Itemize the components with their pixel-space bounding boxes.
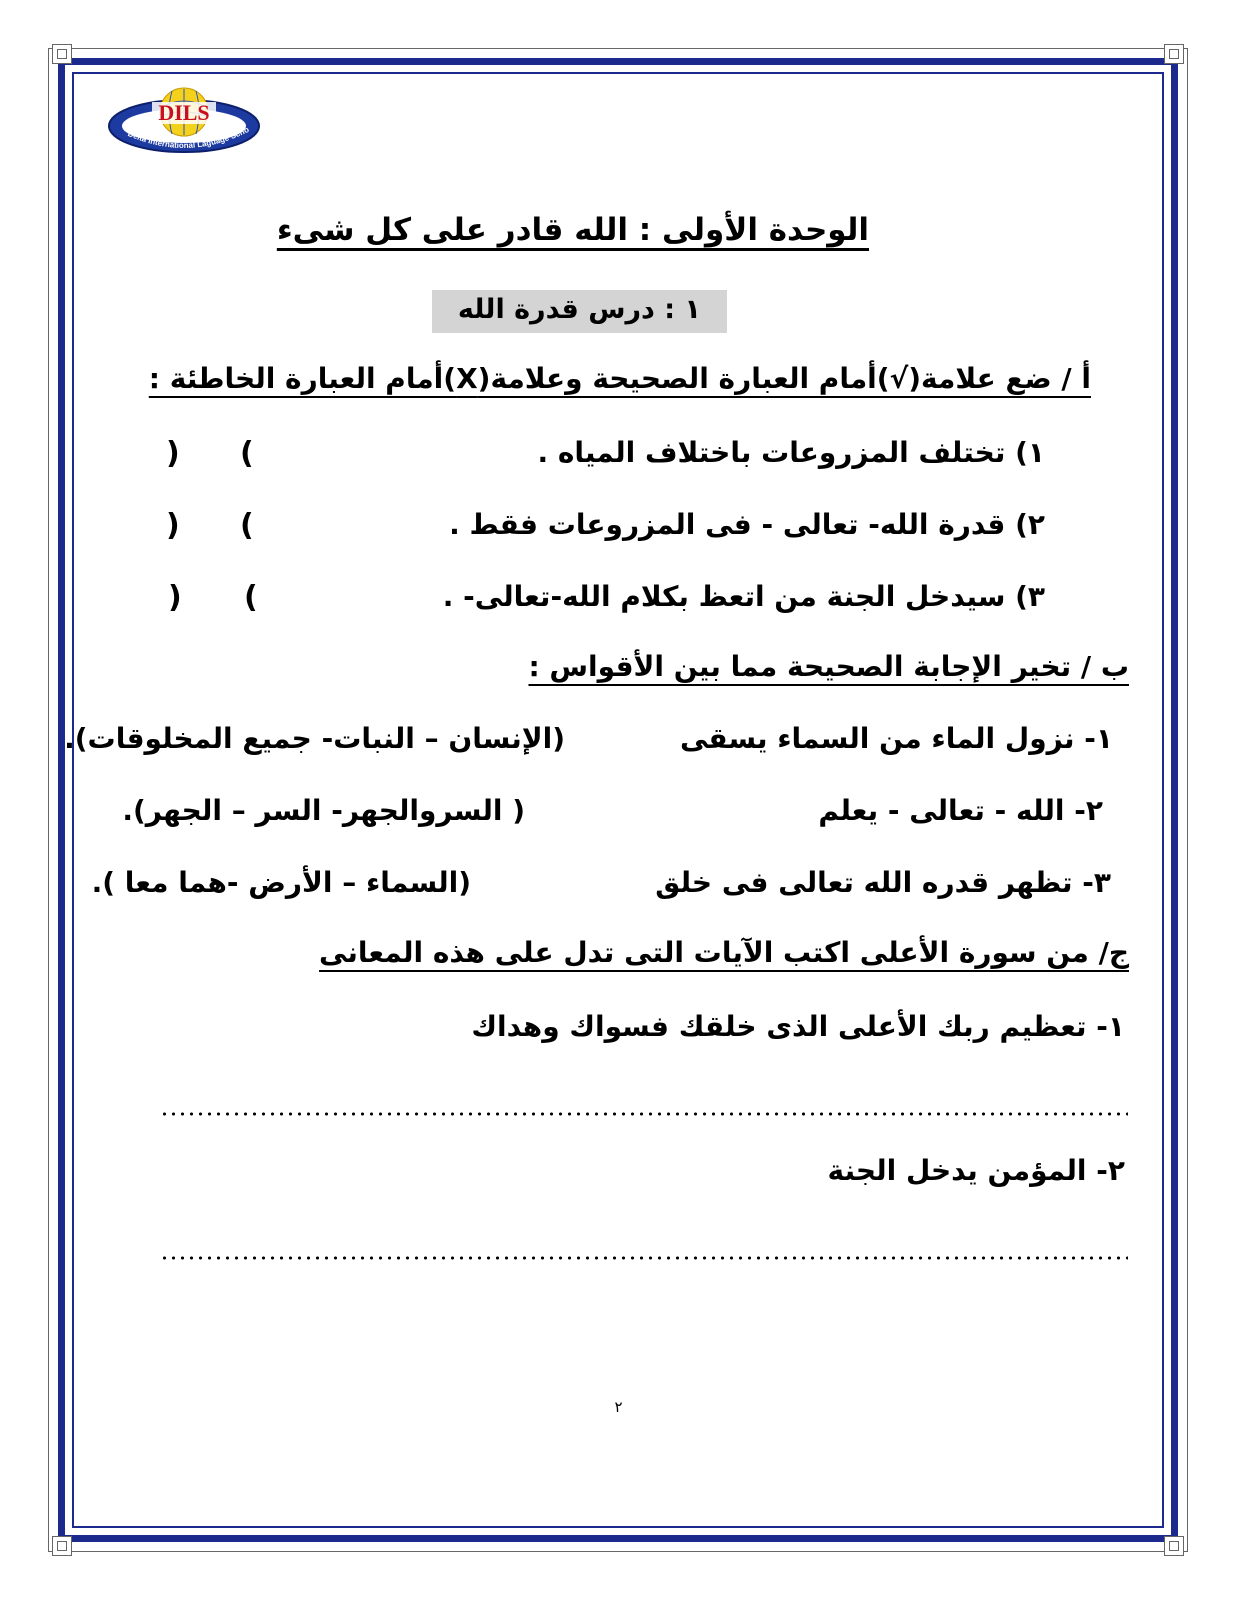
page-number: ٢ — [614, 1398, 623, 1416]
choice-options: (السماء – الأرض -هما معا ). — [91, 866, 471, 899]
unit-title: الوحدة الأولى : الله قادر على كل شىء — [276, 212, 869, 248]
answer-bracket: ( — [240, 436, 254, 471]
lesson-title: ١ : درس قدرة الله — [432, 290, 727, 333]
answer-bracket: ) — [166, 508, 180, 543]
answer-bracket: ( — [244, 580, 258, 615]
school-logo — [106, 86, 262, 158]
answer-line[interactable] — [160, 1112, 1128, 1116]
corner-ornament — [1164, 1536, 1184, 1556]
answer-line[interactable] — [160, 1256, 1128, 1260]
choice-options: ( السروالجهر- السر – الجهر). — [122, 794, 525, 827]
section-b-title: ب / تخير الإجابة الصحيحة مما بين الأقواس : — [528, 650, 1129, 683]
corner-ornament — [52, 1536, 72, 1556]
true-false-item: ٢) قدرة الله- تعالى - فى المزروعات فقط . — [449, 508, 1045, 541]
answer-bracket: ( — [240, 508, 254, 543]
choice-question: ١- نزول الماء من السماء يسقى — [679, 722, 1113, 755]
true-false-item: ٣) سيدخل الجنة من اتعظ بكلام الله-تعالى- . — [442, 580, 1045, 613]
choice-options: (الإنسان – النبات- جميع المخلوقات). — [64, 722, 565, 755]
answer-bracket: ) — [166, 436, 180, 471]
answer-bracket: ) — [168, 580, 182, 615]
verse-meaning-item: ١- تعظيم ربك الأعلى الذى خلقك فسواك وهداك — [471, 1010, 1125, 1043]
section-a-title: أ / ضع علامة(√)أمام العبارة الصحيحة وعلامة(X)أمام العبارة الخاطئة : — [148, 362, 1091, 395]
section-c-title: ج/ من سورة الأعلى اكتب الآيات التى تدل على هذه المعانى — [319, 936, 1129, 969]
true-false-item: ١) تختلف المزروعات باختلاف المياه . — [537, 436, 1045, 469]
logo-text: DILS — [158, 100, 210, 125]
corner-ornament — [52, 44, 72, 64]
choice-question: ٣- تظهر قدره الله تعالى فى خلق — [655, 866, 1111, 899]
logo-ring-text: Delta International Laguage Scho — [126, 124, 251, 151]
corner-ornament — [1164, 44, 1184, 64]
verse-meaning-item: ٢- المؤمن يدخل الجنة — [827, 1154, 1125, 1187]
choice-question: ٢- الله - تعالى - يعلم — [818, 794, 1103, 827]
